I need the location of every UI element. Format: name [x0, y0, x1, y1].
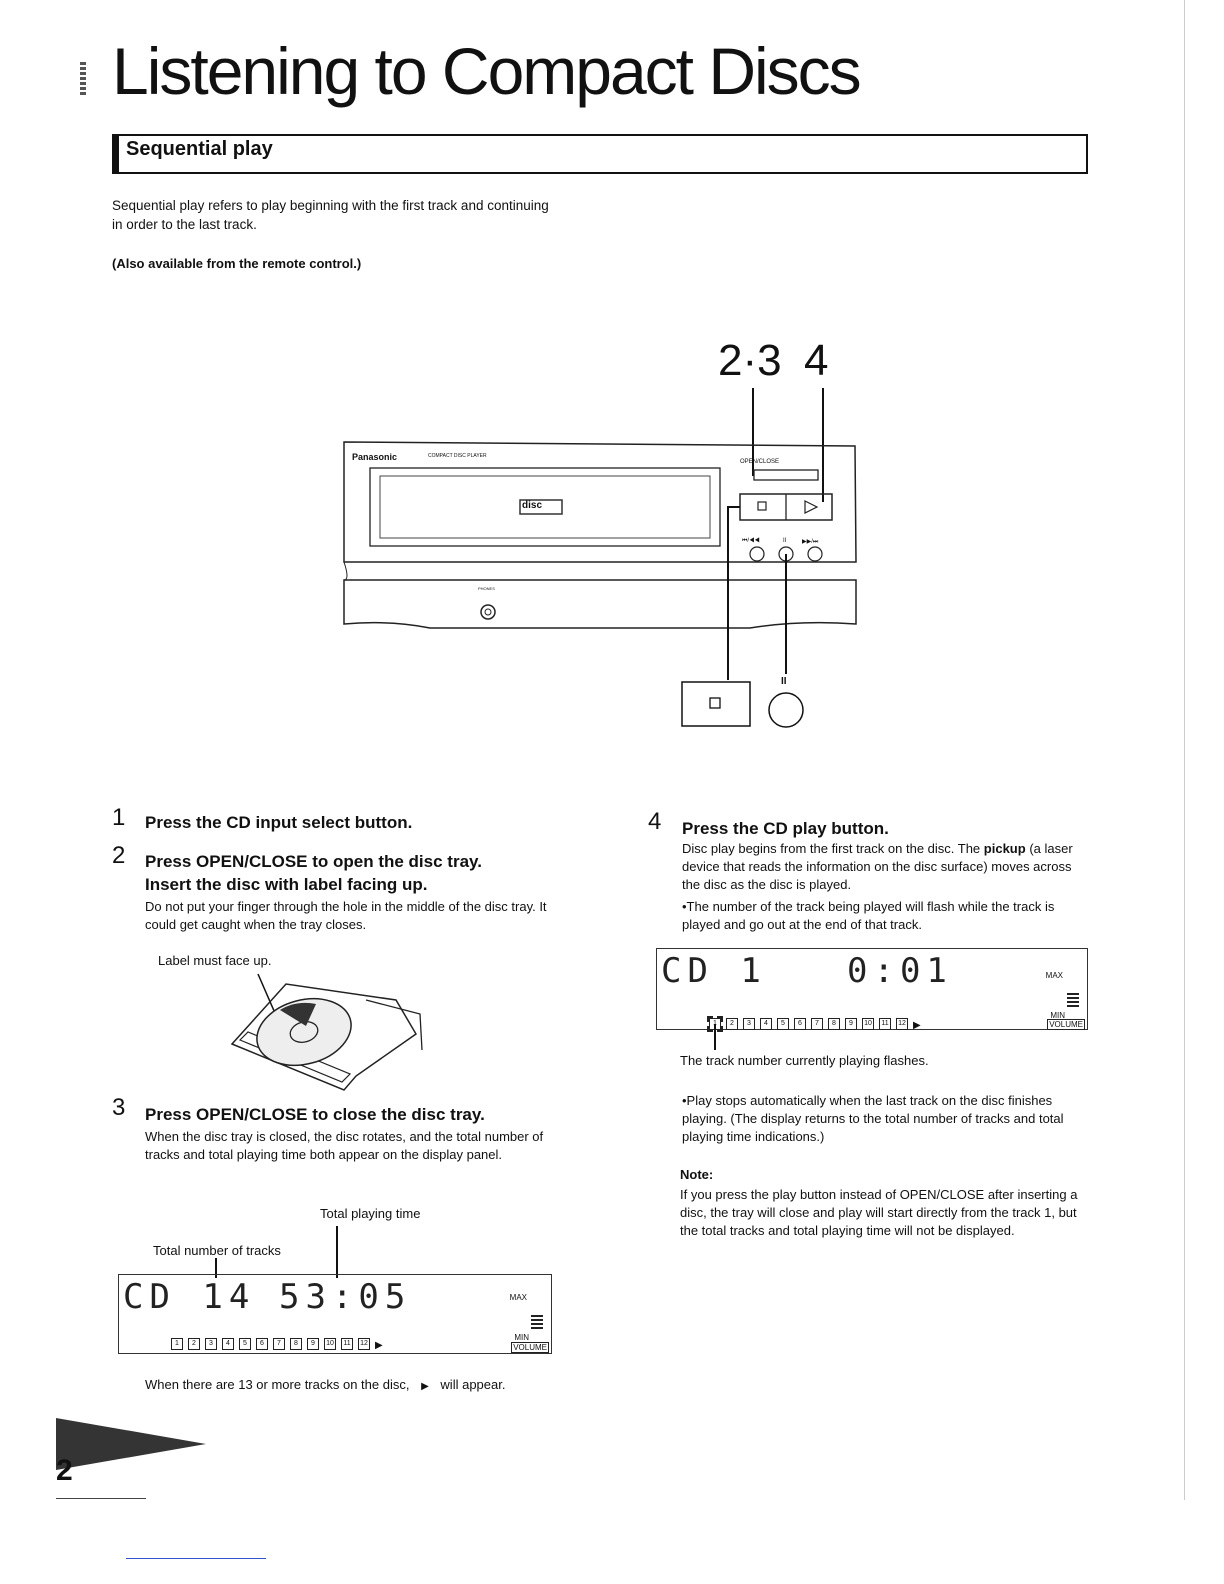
lcd1-right-digits: 53:05: [279, 1277, 412, 1317]
total-playing-time-label: Total playing time: [320, 1206, 421, 1221]
lcd1-left-digits: CD 14: [123, 1277, 256, 1317]
callout-line-track: [714, 1024, 716, 1050]
skip-back-label: ⏮/◀◀: [742, 538, 760, 544]
cd-player-illustration: [330, 384, 870, 744]
step-1-number: 1: [112, 804, 126, 831]
lcd2-volume-label: VOLUME: [1049, 1020, 1083, 1029]
section-title: Sequential play: [126, 138, 273, 160]
lcd1-track: 2: [188, 1338, 200, 1350]
lcd2-volume-bars: [1067, 993, 1079, 1009]
lcd2-track-row: [709, 1015, 921, 1033]
footer-blue-rule: [126, 1558, 266, 1559]
intro-text: Sequential play refers to play beginning with the first track and continuing in order to the last track.: [112, 198, 549, 232]
model-text: COMPACT DISC PLAYER: [428, 453, 487, 459]
disc-tray-illustration: [226, 970, 426, 1094]
more-tracks-arrow-icon: ▶: [421, 1381, 429, 1392]
callout-4: 4: [804, 336, 829, 385]
lcd1-track: 12: [358, 1338, 370, 1350]
step-4-heading: Press the CD play button.: [682, 819, 889, 838]
remote-note: (Also available from the remote control.): [112, 256, 362, 271]
lcd1-track: 6: [256, 1338, 268, 1350]
skip-fwd-label: ▶▶/⏭: [802, 539, 819, 545]
lcd1-volume-label: VOLUME: [513, 1343, 547, 1352]
step-4-body: Disc play begins from the first track on the disc. The pickup (a laser device that reads the information on the disc surface) moves across the disc as the disc is played.: [682, 841, 1073, 892]
more-tracks-arrow-icon: ▶: [375, 1340, 383, 1351]
lcd2-left-digits: CD 1: [661, 951, 767, 991]
lcd2-track: 5: [777, 1018, 789, 1030]
more-tracks-arrow-icon: ▶: [913, 1020, 921, 1031]
lcd1-track: 7: [273, 1338, 285, 1350]
step-2-body: Do not put your finger through the hole in the middle of the disc tray. It could get caught when the tray closes.: [145, 899, 547, 932]
label-face-up-note: Label must face up.: [158, 953, 272, 968]
lcd1-track: 5: [239, 1338, 251, 1350]
lcd2-track: 2: [726, 1018, 738, 1030]
page-title: Listening to Compact Discs: [112, 34, 860, 108]
lcd1-track: 4: [222, 1338, 234, 1350]
lcd1-max: MAX: [509, 1293, 527, 1302]
lcd2-right-digits: 0:01: [847, 951, 953, 991]
corner-arrow-graphic: [56, 1418, 206, 1470]
step-2-heading-1: Press OPEN/CLOSE to open the disc tray.: [145, 852, 482, 871]
lcd1-track: 10: [324, 1338, 336, 1350]
lcd1-volume-bars: [531, 1315, 543, 1331]
lcd2-track: 12: [896, 1018, 908, 1030]
lcd1-track: 8: [290, 1338, 302, 1350]
brand-logo: Panasonic: [352, 452, 398, 462]
pause-label: II: [783, 538, 787, 544]
step-2-number: 2: [112, 842, 126, 869]
open-close-label: OPEN/CLOSE: [740, 459, 780, 465]
lcd1-track: 1: [171, 1338, 183, 1350]
step-3-after-text: When there are 13 or more tracks on the disc, ▶ will appear.: [145, 1377, 506, 1392]
lcd2-track: 11: [879, 1018, 891, 1030]
step-2-heading-2: Insert the disc with label facing up.: [145, 875, 428, 894]
lcd2-track: 8: [828, 1018, 840, 1030]
total-tracks-label: Total number of tracks: [153, 1243, 281, 1258]
lcd1-min: MIN: [514, 1333, 529, 1342]
step-4-number: 4: [648, 808, 662, 835]
step-4-bullet-1: •The number of the track being played will flash while the track is played and go out at the end of that track.: [682, 899, 1055, 932]
page-number: 2: [56, 1454, 73, 1487]
right-edge-rule: [1184, 0, 1185, 1500]
step-3-heading: Press OPEN/CLOSE to close the disc tray.: [145, 1105, 485, 1124]
lcd2-track: 6: [794, 1018, 806, 1030]
lcd2-max: MAX: [1045, 971, 1063, 980]
callout-2-3: 2·3: [718, 336, 782, 385]
lcd2-track: 10: [862, 1018, 874, 1030]
lcd2-track: 3: [743, 1018, 755, 1030]
footer-rule: [56, 1498, 146, 1499]
step-1-heading: Press the CD input select button.: [145, 813, 413, 832]
step-3-number: 3: [112, 1094, 126, 1121]
lcd2-track: 7: [811, 1018, 823, 1030]
note-body: If you press the play button instead of OPEN/CLOSE after inserting a disc, the tray will close and play will start directly from the track 1, but the total tracks and total playing time will not be displayed.: [680, 1187, 1078, 1238]
lcd2-track: 9: [845, 1018, 857, 1030]
lcd1-track-row: [171, 1335, 383, 1353]
lcd1-track: 9: [307, 1338, 319, 1350]
remote-pause-label: II: [781, 676, 787, 687]
lcd1-track: 11: [341, 1338, 353, 1350]
lcd2-track: 4: [760, 1018, 772, 1030]
lcd1-track: 3: [205, 1338, 217, 1350]
step-3-body: When the disc tray is closed, the disc rotates, and the total number of tracks and total playing time both appear on the display panel.: [145, 1129, 544, 1162]
lcd-display-total: [118, 1274, 552, 1354]
binding-mark: [80, 62, 86, 96]
callout-line-time: [336, 1226, 338, 1278]
flashing-caption: The track number currently playing flashes.: [680, 1053, 929, 1068]
lcd2-min: MIN: [1050, 1011, 1065, 1020]
disc-logo: disc: [522, 500, 543, 511]
phones-label: PHONES: [478, 586, 495, 591]
step-4-bullet-2: •Play stops automatically when the last track on the disc finishes playing. (The display returns to the total number of tracks and total playing time indications.): [682, 1093, 1064, 1144]
note-heading: Note:: [680, 1167, 714, 1182]
lcd-display-playing: [656, 948, 1088, 1030]
